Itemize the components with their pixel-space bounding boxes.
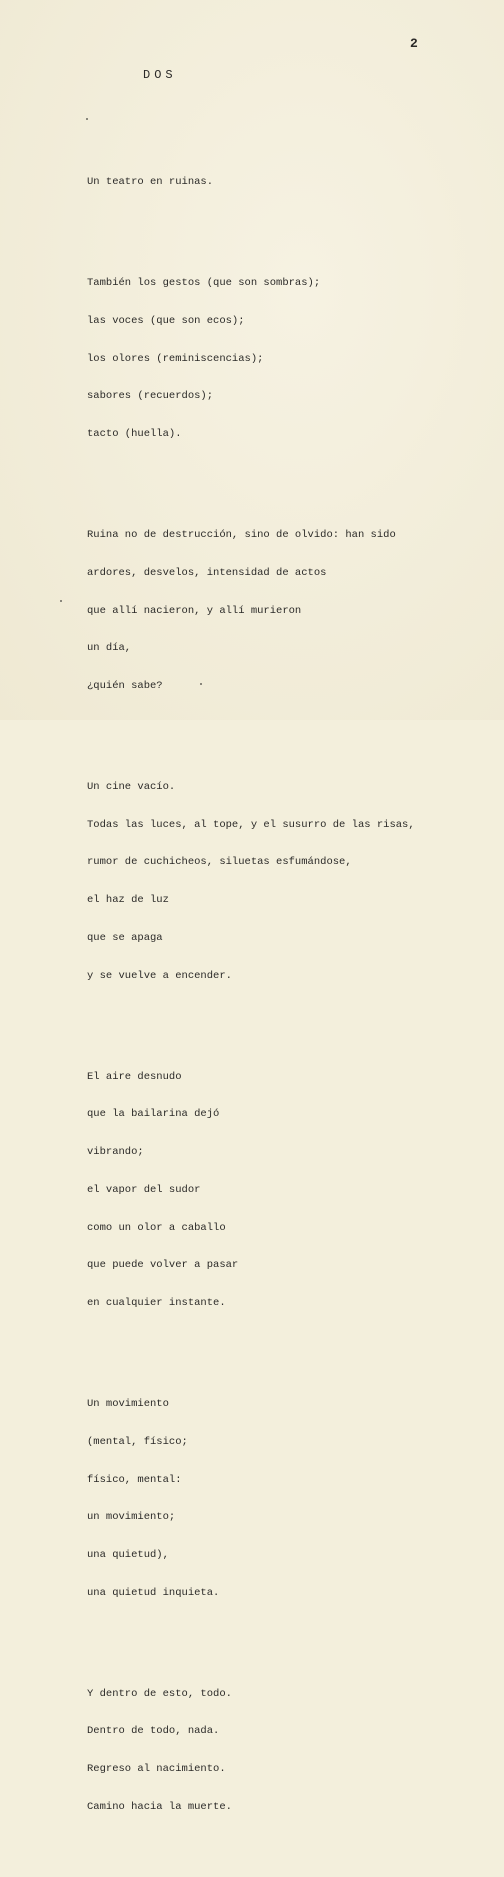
stanza (87, 756, 415, 1008)
poem-line: tacto (huella). (87, 428, 182, 441)
paper-speck (200, 683, 202, 685)
poem-line: ¿quién sabe? (87, 680, 163, 693)
poem-line: las voces (que son ecos); (87, 314, 245, 327)
paper-speck (86, 118, 88, 120)
poem-line: que se apaga (87, 932, 163, 944)
poem-line: Un cine vacío. (87, 780, 176, 793)
poem-line: Ruina no de destrucción, sino de olvido: han sido (87, 529, 396, 541)
poem-line: (mental, físico; (87, 1435, 188, 1448)
poem-line: que allí nacieron, y allí murieron (87, 604, 302, 617)
stanza (87, 504, 415, 718)
poem-line: como un olor a caballo (87, 1221, 226, 1234)
poem-line: un movimiento; (87, 1511, 176, 1524)
stanza (87, 1045, 415, 1335)
poem-line: en cualquier instante. (87, 1297, 226, 1310)
poem-line: una quietud inquieta. (87, 1586, 220, 1599)
poem-line: Un movimiento (87, 1397, 169, 1410)
page-number: 2 (410, 36, 418, 51)
poem-line: sabores (recuerdos); (87, 390, 214, 403)
poem-line: el haz de luz (87, 894, 169, 907)
poem-line: el vapor del sudor (87, 1183, 201, 1196)
poem-line: El aire desnudo (87, 1070, 182, 1083)
poem-line: los olores (reminiscencias); (87, 352, 264, 365)
poem-line: Camino hacia la muerte. (87, 1800, 232, 1813)
poem-body (87, 126, 415, 1877)
poem-line: que la bailarina dejó (87, 1108, 220, 1121)
poem-line: Un teatro en ruinas. (87, 176, 214, 189)
poem-line: Todas las luces, al tope, y el susurro de las risas, (87, 818, 415, 831)
poem-line: Regreso al nacimiento. (87, 1763, 226, 1776)
poem-line: un día, (87, 642, 132, 655)
poem-line: una quietud), (87, 1549, 169, 1562)
stanza (87, 252, 415, 466)
poem-line: vibrando; (87, 1146, 144, 1159)
poem-line: Y dentro de esto, todo. (87, 1687, 232, 1700)
stanza (87, 151, 415, 214)
poem-line: También los gestos (que son sombras); (87, 277, 321, 290)
poem-line: y se vuelve a encender. (87, 969, 232, 982)
poem-line: físico, mental: (87, 1473, 182, 1486)
stanza (87, 1373, 415, 1625)
poem-title: DOS (143, 68, 177, 82)
paper-speck (60, 600, 62, 602)
poem-line: Dentro de todo, nada. (87, 1725, 220, 1738)
stanza (87, 1662, 415, 1838)
poem-line: rumor de cuchicheos, siluetas esfumándose, (87, 856, 352, 869)
poem-line: ardores, desvelos, intensidad de actos (87, 566, 327, 579)
poem-line: que puede volver a pasar (87, 1259, 239, 1272)
